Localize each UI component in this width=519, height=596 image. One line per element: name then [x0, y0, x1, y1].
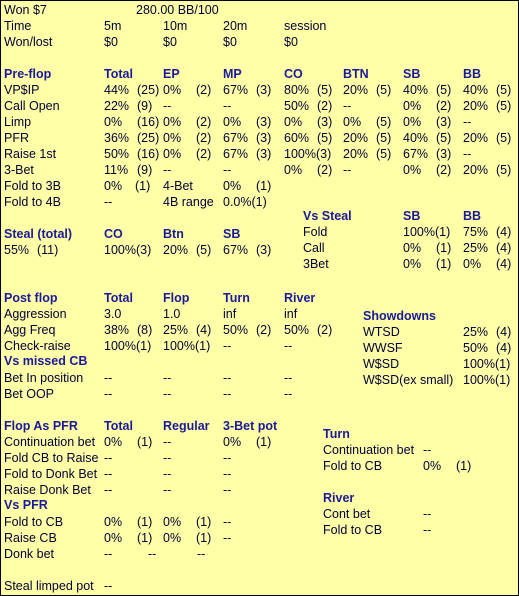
preflop-cell: 0% — [163, 131, 182, 145]
wonlost-10m: $0 — [163, 35, 177, 49]
preflop-cell: (9) — [137, 99, 153, 113]
preflop-cell: -- — [223, 163, 232, 177]
wtsd-label: WTSD — [363, 325, 400, 339]
steal-co-value: 100%(3) — [104, 243, 152, 257]
preflop-cell: 0% — [163, 115, 182, 129]
raise-donk-3betpot: -- — [223, 483, 232, 497]
vs-steal-3bet-sb: 0% — [403, 257, 422, 271]
wwsf-count: (4) — [496, 341, 512, 355]
turn-fold-cb-label: Fold to CB — [323, 459, 383, 473]
fold-to-cb-regular: 0% — [163, 515, 182, 529]
turn-cbet-value: -- — [423, 443, 432, 457]
preflop-cell: 36% — [104, 131, 130, 145]
donk-bet-3betpot: -- — [197, 547, 206, 561]
preflop-col-sb: SB — [403, 67, 421, 81]
preflop-cell: (2) — [436, 163, 452, 177]
aggfreq-river: 50% — [284, 323, 310, 337]
preflop-col-btn: BTN — [343, 67, 369, 81]
flop-pfr-col-total: Total — [104, 419, 133, 433]
vs-steal-3bet-sb-count: (1) — [436, 257, 452, 271]
bet-in-position-river: -- — [284, 371, 293, 385]
preflop-col-total: Total — [104, 67, 133, 81]
preflop-cell: 0% — [163, 147, 182, 161]
steal-col-btn: Btn — [163, 227, 184, 241]
fourbet-count: (1) — [256, 179, 272, 193]
preflop-cell: 40% — [403, 131, 429, 145]
wsd-label: W$SD — [363, 357, 400, 371]
preflop-cell: (5) — [376, 83, 392, 97]
preflop-heading: Pre-flop — [4, 67, 52, 81]
steal-total-heading: Steal (total) — [4, 227, 73, 241]
preflop-cell: (5) — [496, 83, 512, 97]
aggression-label: Aggression — [4, 307, 67, 321]
checkraise-river: -- — [284, 339, 293, 353]
donk-bet-total: -- — [104, 547, 113, 561]
preflop-cell: 11% — [104, 163, 129, 177]
preflop-col-bb: BB — [463, 67, 482, 81]
preflop-cell: -- — [163, 163, 172, 177]
preflop-cell: -- — [463, 147, 472, 161]
fold-cb-raise-regular: -- — [163, 451, 172, 465]
preflop-cell: (5) — [496, 163, 512, 177]
preflop-cell: 22% — [104, 99, 130, 113]
preflop-cell: -- — [343, 163, 352, 177]
preflop-cell: (5) — [436, 131, 452, 145]
preflop-cell: (2) — [317, 163, 333, 177]
preflop-col-mp: MP — [223, 67, 242, 81]
postflop-col-river: River — [284, 291, 316, 305]
wwsf-label: WWSF — [363, 341, 403, 355]
donk-bet-label: Donk bet — [4, 547, 55, 561]
bet-oop-flop: -- — [163, 387, 172, 401]
aggfreq-river-count: (2) — [317, 323, 333, 337]
turn-fold-cb-value: 0% — [423, 459, 442, 473]
preflop-cell: 67% — [223, 147, 249, 161]
wsd-ex-small-value: 100%(1) — [463, 373, 511, 387]
preflop-cell: (5) — [376, 115, 392, 129]
preflop-cell: 20% — [343, 131, 369, 145]
vs-steal-call-label: Call — [303, 241, 325, 255]
preflop-cell: 50% — [104, 147, 130, 161]
aggression-turn: inf — [223, 307, 237, 321]
turn-heading: Turn — [323, 427, 350, 441]
fold4b-value: -- — [104, 195, 113, 209]
flop-pfr-col-regular: Regular — [163, 419, 210, 433]
raise-donk-total: -- — [104, 483, 113, 497]
preflop-cell: 60% — [284, 131, 310, 145]
postflop-col-flop: Flop — [163, 291, 190, 305]
time-5m: 5m — [104, 19, 122, 33]
fold-donk-label: Fold to Donk Bet — [4, 467, 98, 481]
preflop-cell: 0% — [284, 115, 303, 129]
preflop-cell: (3) — [256, 147, 272, 161]
preflop-cell: 20% — [343, 83, 369, 97]
fold-to-cb-total-count: (1) — [137, 515, 153, 529]
bb100-value: 280.00 BB/100 — [136, 3, 219, 17]
preflop-cell: (9) — [137, 163, 153, 177]
vs-steal-fold-bb: 75% — [463, 225, 489, 239]
wonlost-session: $0 — [284, 35, 298, 49]
preflop-cell: 20% — [463, 163, 489, 177]
wonlost-20m: $0 — [223, 35, 237, 49]
preflop-cell: (5) — [317, 131, 333, 145]
preflop-col-co: CO — [284, 67, 303, 81]
aggression-flop: 1.0 — [163, 307, 181, 321]
preflop-cell: 40% — [403, 83, 429, 97]
raise-cb-3betpot: -- — [223, 531, 232, 545]
fold-cb-raise-total: -- — [104, 451, 113, 465]
fold4b-label: Fold to 4B — [4, 195, 61, 209]
raise-cb-total-count: (1) — [137, 531, 153, 545]
preflop-cell: 0% — [163, 83, 182, 97]
aggression-total: 3.0 — [104, 307, 122, 321]
raise-cb-regular-count: (1) — [196, 531, 212, 545]
aggfreq-flop: 25% — [163, 323, 189, 337]
fold-donk-regular: -- — [163, 467, 172, 481]
preflop-cell: 0% — [284, 163, 303, 177]
fold-donk-total: -- — [104, 467, 113, 481]
preflop-cell: 20% — [463, 131, 489, 145]
preflop-cell: (16) — [137, 115, 160, 129]
cbet-3betpot: 0% — [223, 435, 242, 449]
vs-steal-col-bb: BB — [463, 209, 482, 223]
fold3b-label: Fold to 3B — [4, 179, 61, 193]
preflop-cell: (25) — [137, 83, 160, 97]
raise-cb-label: Raise CB — [4, 531, 57, 545]
vs-steal-call-bb: 25% — [463, 241, 489, 255]
preflop-row-label: Call Open — [4, 99, 60, 113]
bet-oop-turn: -- — [223, 387, 232, 401]
checkraise-total: 100%(1) — [104, 339, 152, 353]
wsd-value: 100%(1) — [463, 357, 511, 371]
raise-donk-regular: -- — [163, 483, 172, 497]
preflop-cell: (3) — [256, 115, 272, 129]
flop-pfr-col-3betpot: 3-Bet pot — [223, 419, 278, 433]
fold-to-cb-3betpot: -- — [223, 515, 232, 529]
river-fold-cb-value: -- — [423, 523, 432, 537]
steal-sb-value: 67% — [223, 243, 249, 257]
vs-pfr-heading: Vs PFR — [4, 498, 48, 512]
preflop-cell: (25) — [137, 131, 160, 145]
raise-cb-total: 0% — [104, 531, 123, 545]
preflop-cell: (2) — [196, 147, 212, 161]
donk-bet-regular: -- — [148, 547, 157, 561]
fold-to-cb-total: 0% — [104, 515, 123, 529]
preflop-cell: (2) — [196, 131, 212, 145]
preflop-cell: 0% — [223, 115, 242, 129]
wonlost-label: Won/lost — [4, 35, 53, 49]
preflop-cell: 100%(3) — [284, 147, 332, 161]
preflop-cell: 0% — [403, 115, 422, 129]
vs-steal-fold-sb: 100%(1) — [403, 225, 451, 239]
preflop-cell: (5) — [317, 83, 333, 97]
vs-steal-3bet-bb-count: (4) — [496, 257, 512, 271]
wtsd-value: 25% — [463, 325, 489, 339]
aggression-river: inf — [284, 307, 298, 321]
wtsd-count: (4) — [496, 325, 512, 339]
preflop-cell: 40% — [463, 83, 489, 97]
vs-steal-col-sb: SB — [403, 209, 421, 223]
vs-steal-call-bb-count: (4) — [496, 241, 512, 255]
time-10m: 10m — [163, 19, 188, 33]
checkraise-turn: -- — [223, 339, 232, 353]
preflop-cell: 20% — [343, 147, 369, 161]
bet-in-position-turn: -- — [223, 371, 232, 385]
preflop-cell: 0% — [343, 115, 362, 129]
preflop-row-label: 3-Bet — [4, 163, 34, 177]
preflop-cell: -- — [463, 115, 472, 129]
vs-steal-fold-bb-count: (4) — [496, 225, 512, 239]
steal-col-co: CO — [104, 227, 123, 241]
cbet-3betpot-count: (1) — [256, 435, 272, 449]
preflop-cell: (3) — [256, 83, 272, 97]
wsd-ex-small-label: W$SD(ex small) — [363, 373, 454, 387]
cbet-total: 0% — [104, 435, 123, 449]
preflop-cell: 67% — [223, 83, 249, 97]
aggfreq-flop-count: (4) — [196, 323, 212, 337]
preflop-col-ep: EP — [163, 67, 180, 81]
preflop-cell: (3) — [436, 147, 452, 161]
bet-oop-label: Bet OOP — [4, 387, 55, 401]
wwsf-value: 50% — [463, 341, 489, 355]
steal-total-value: 55% — [4, 243, 30, 257]
steal-col-sb: SB — [223, 227, 241, 241]
preflop-cell: 67% — [223, 131, 249, 145]
cbet-regular: -- — [163, 435, 172, 449]
fold-to-cb-regular-count: (1) — [196, 515, 212, 529]
steal-total-count: (11) — [37, 243, 59, 257]
preflop-cell: (5) — [376, 131, 392, 145]
preflop-cell: (2) — [196, 83, 212, 97]
time-session: session — [284, 19, 327, 33]
preflop-cell: -- — [343, 99, 352, 113]
postflop-heading: Post flop — [4, 291, 58, 305]
preflop-cell: (5) — [436, 83, 452, 97]
preflop-cell: 80% — [284, 83, 310, 97]
steal-btn-count: (5) — [196, 243, 212, 257]
fourb-range-label: 4B range — [163, 195, 214, 209]
preflop-row-label: PFR — [4, 131, 29, 145]
steal-btn-value: 20% — [163, 243, 189, 257]
fold3b-count: (1) — [135, 179, 151, 193]
vs-steal-fold-label: Fold — [303, 225, 328, 239]
river-heading: River — [323, 491, 355, 505]
time-20m: 20m — [223, 19, 248, 33]
preflop-cell: 67% — [403, 147, 429, 161]
turn-cbet-label: Continuation bet — [323, 443, 415, 457]
cbet-total-count: (1) — [137, 435, 153, 449]
preflop-row-label: VP$IP — [4, 83, 40, 97]
fourb-range-value: 0.0%(1) — [223, 195, 267, 209]
preflop-cell: (5) — [496, 131, 512, 145]
vs-steal-call-sb: 0% — [403, 241, 422, 255]
cbet-label: Continuation bet — [4, 435, 96, 449]
turn-fold-cb-count: (1) — [456, 459, 472, 473]
preflop-cell: 0% — [104, 115, 123, 129]
checkraise-flop: 100%(1) — [163, 339, 211, 353]
aggfreq-label: Agg Freq — [4, 323, 56, 337]
aggfreq-turn-count: (2) — [256, 323, 272, 337]
preflop-cell: (5) — [496, 99, 512, 113]
fold-to-cb-label: Fold to CB — [4, 515, 64, 529]
preflop-cell: -- — [223, 99, 232, 113]
preflop-cell: 0% — [403, 99, 422, 113]
preflop-cell: (5) — [376, 147, 392, 161]
vs-steal-3bet-label: 3Bet — [303, 257, 329, 271]
preflop-cell: 0% — [403, 163, 422, 177]
vs-steal-3bet-bb: 0% — [463, 257, 482, 271]
steal-limped-label: Steal limped pot — [4, 579, 94, 593]
fold-cb-raise-label: Fold CB to Raise — [4, 451, 99, 465]
preflop-cell: 44% — [104, 83, 130, 97]
bet-in-position-total: -- — [104, 371, 113, 385]
preflop-cell: 50% — [284, 99, 310, 113]
checkraise-label: Check-raise — [4, 339, 71, 353]
preflop-cell: (3) — [436, 115, 452, 129]
aggfreq-total: 38% — [104, 323, 130, 337]
bet-in-position-label: Bet In position — [4, 371, 84, 385]
flop-pfr-heading: Flop As PFR — [4, 419, 78, 433]
preflop-cell: -- — [163, 99, 172, 113]
preflop-cell: (16) — [137, 147, 160, 161]
vs-steal-heading: Vs Steal — [303, 209, 352, 223]
fourbet-value: 0% — [223, 179, 242, 193]
bet-oop-total: -- — [104, 387, 113, 401]
raise-cb-regular: 0% — [163, 531, 182, 545]
preflop-cell: (3) — [256, 131, 272, 145]
preflop-row-label: Raise 1st — [4, 147, 57, 161]
aggfreq-total-count: (8) — [137, 323, 153, 337]
river-cbet-label: Cont bet — [323, 507, 371, 521]
preflop-cell: (2) — [196, 115, 212, 129]
bet-oop-river: -- — [284, 387, 293, 401]
fold-donk-3betpot: -- — [223, 467, 232, 481]
preflop-cell: 20% — [463, 99, 489, 113]
vs-missed-cb-heading: Vs missed CB — [4, 354, 88, 368]
aggfreq-turn: 50% — [223, 323, 249, 337]
preflop-cell: (3) — [317, 115, 333, 129]
showdowns-heading: Showdowns — [363, 309, 436, 323]
preflop-row-label: Limp — [4, 115, 32, 129]
postflop-col-total: Total — [104, 291, 133, 305]
steal-limped-value: -- — [104, 579, 113, 593]
fold3b-value: 0% — [104, 179, 123, 193]
bet-in-position-flop: -- — [163, 371, 172, 385]
raise-donk-label: Raise Donk Bet — [4, 483, 91, 497]
preflop-cell: (2) — [317, 99, 333, 113]
steal-sb-count: (3) — [256, 243, 272, 257]
river-cbet-value: -- — [423, 507, 432, 521]
postflop-col-turn: Turn — [223, 291, 250, 305]
time-label: Time — [4, 19, 32, 33]
vs-steal-call-sb-count: (1) — [436, 241, 452, 255]
river-fold-cb-label: Fold to CB — [323, 523, 383, 537]
preflop-cell: (2) — [436, 99, 452, 113]
fold-cb-raise-3betpot: -- — [223, 451, 232, 465]
wonlost-5m: $0 — [104, 35, 118, 49]
fourbet-label: 4-Bet — [163, 179, 193, 193]
won-label: Won $7 — [4, 3, 47, 17]
